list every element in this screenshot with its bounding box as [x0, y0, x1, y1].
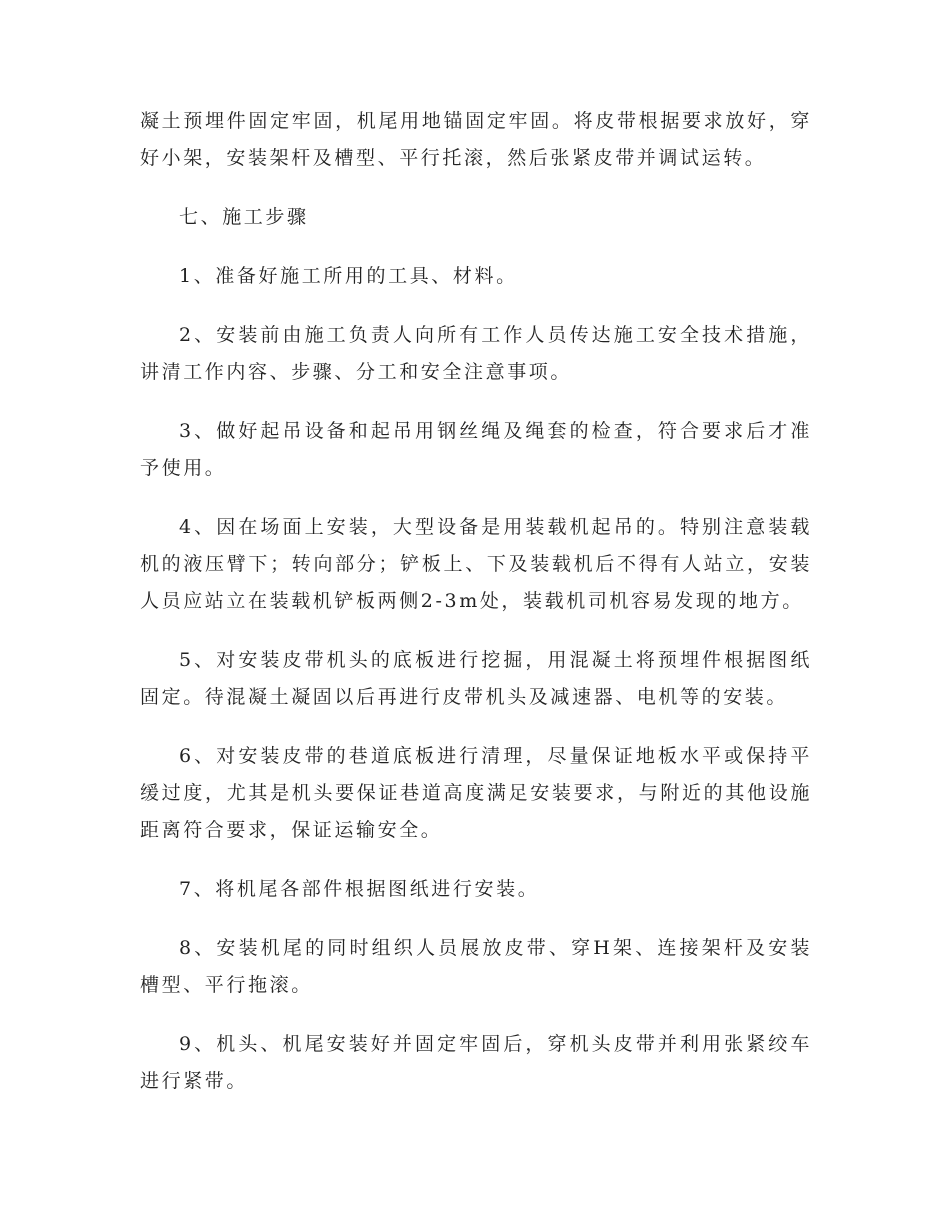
step-6: 6、对安装皮带的巷道底板进行清理，尽量保证地板水平或保持平缓过度，尤其是机头要保证巷道高度满足安装要求，与附近的其他设施距离符合要求，保证运输安全。 — [140, 745, 812, 841]
step-3: 3、做好起吊设备和起吊用钢丝绳及绳套的检查，符合要求后才准予使用。 — [140, 420, 812, 479]
step-1: 1、准备好施工所用的工具、材料。 — [179, 265, 518, 287]
step-2: 2、安装前由施工负责人向所有工作人员传达施工安全技术措施，讲清工作内容、步骤、分工和安全注意事项。 — [140, 324, 812, 383]
step-8: 8、安装机尾的同时组织人员展放皮带、穿H架、连接架杆及安装槽型、平行拖滚。 — [140, 937, 812, 996]
step-9: 9、机头、机尾安装好并固定牢固后，穿机头皮带并利用张紧绞车进行紧带。 — [140, 1033, 812, 1092]
step-4: 4、因在场面上安装，大型设备是用装载机起吊的。特别注意装载机的液压臂下；转向部分；铲板上、下及装载机后不得有人站立，安装人员应站立在装载机铲板两侧2-3m处，装载机司机容易发现的地方。 — [140, 516, 812, 612]
step-7: 7、将机尾各部件根据图纸进行安装。 — [179, 878, 540, 900]
step-5: 5、对安装皮带机头的底板进行挖掘，用混凝土将预埋件根据图纸固定。待混凝土凝固以后再进行皮带机头及减速器、电机等的安装。 — [140, 649, 812, 708]
section-heading: 七、施工步骤 — [179, 206, 309, 228]
document-body — [140, 103, 812, 1122]
paragraph-continuation: 凝土预埋件固定牢固，机尾用地锚固定牢固。将皮带根据要求放好，穿好小架，安装架杆及槽型、平行托滚，然后张紧皮带并调试运转。 — [140, 110, 812, 169]
